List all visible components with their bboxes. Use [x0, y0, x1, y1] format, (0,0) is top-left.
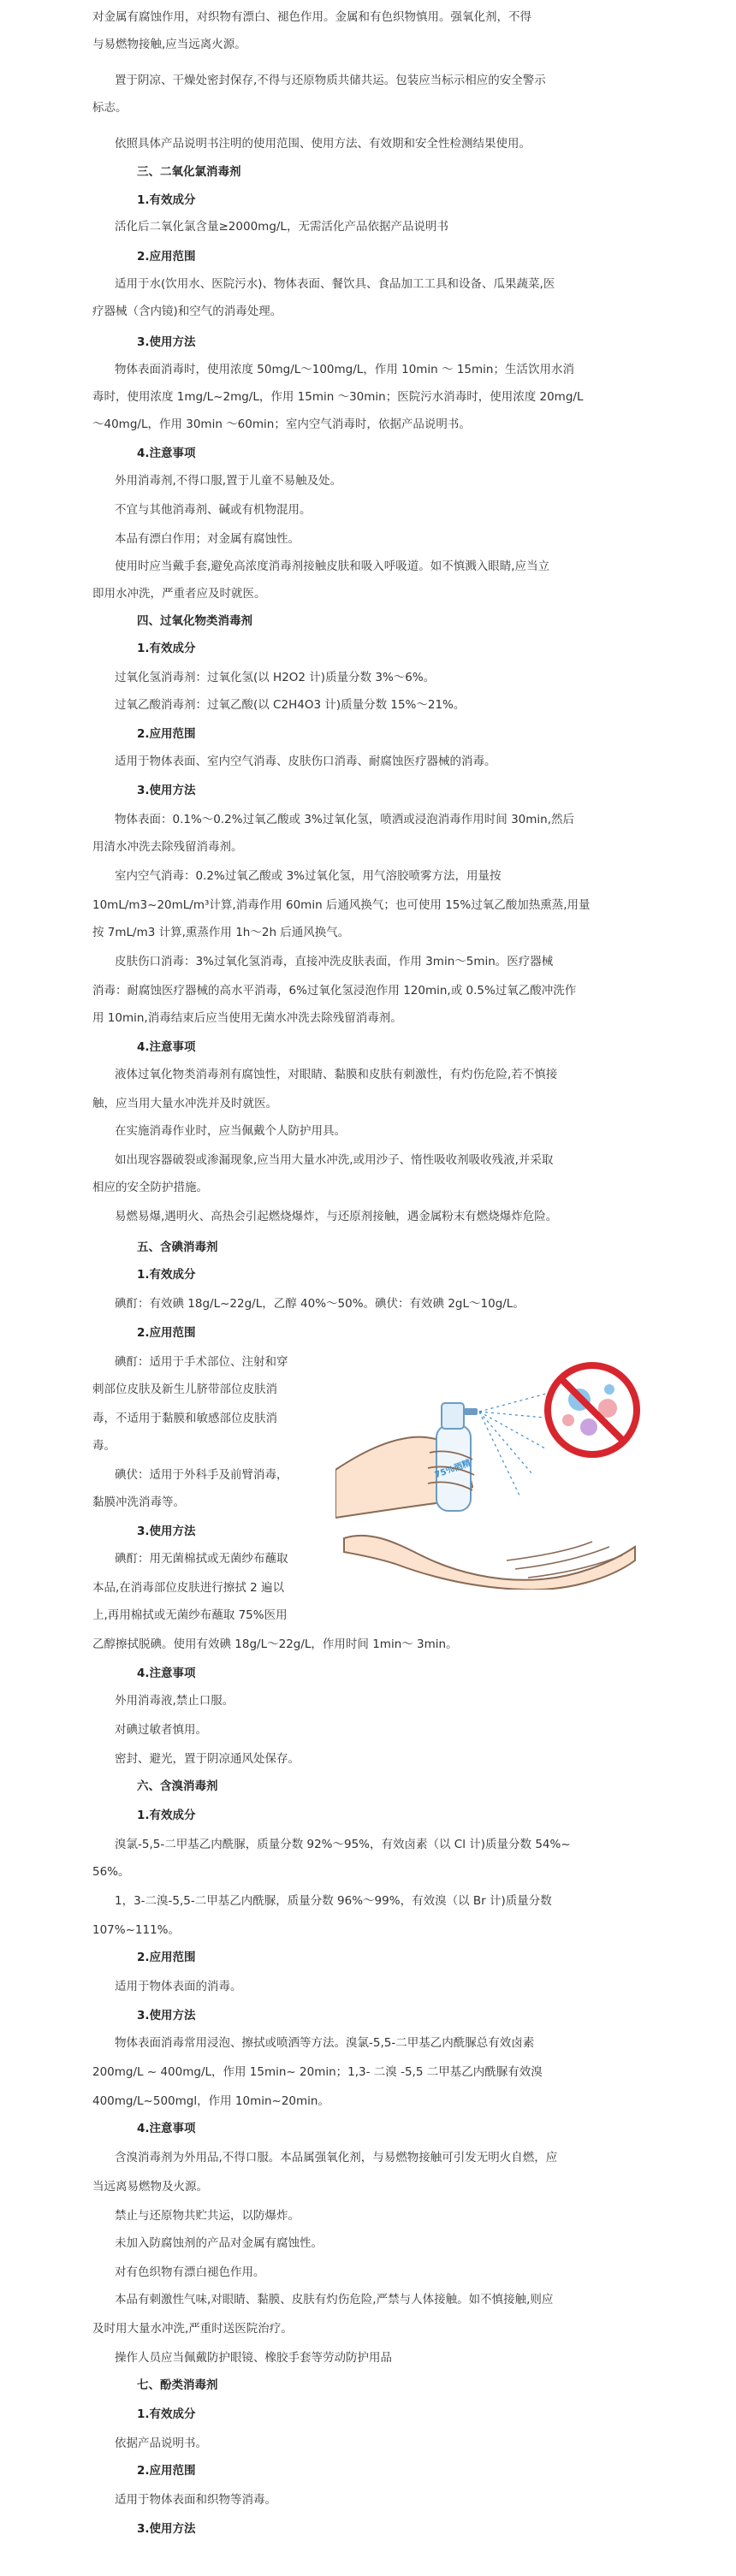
paragraph-line: 1，3-二溴-5,5-二甲基乙内酰脲，质量分数 96%～99%，有效溴（以 Br 计)质量分数	[115, 1894, 552, 1908]
paragraph-line: 使用时应当戴手套,避免高浓度消毒剂接触皮肤和吸入呼吸道。如不慎溅入眼睛,应当立	[115, 560, 550, 573]
paragraph-line: 禁止与还原物共贮共运，以防爆炸。	[115, 2209, 300, 2223]
paragraph-line: 与易燃物接触,应当远离火源。	[92, 38, 246, 51]
paragraph-line: 液体过氧化物类消毒剂有腐蚀性，对眼睛、黏膜和皮肤有刺激性，有灼伤危险,若不慎接	[115, 1068, 558, 1081]
paragraph-line: 及时用大量水冲洗,严重时送医院治疗。	[92, 2322, 293, 2336]
paragraph-line: 依照具体产品说明书注明的使用范围、使用方法、有效期和安全性检测结果使用。	[115, 137, 531, 151]
paragraph-line: 107%~111%。	[92, 1923, 181, 1937]
section-heading: 七、酚类消毒剂	[137, 2378, 218, 2392]
paragraph-line: 触，应当用大量水冲洗并及时就医。	[92, 1097, 277, 1110]
paragraph-line: 10mL/m3~20mL/m³计算,消毒作用 60min 后通风换气；也可使用 15%过氧乙酸加热熏蒸,用量	[92, 898, 591, 912]
section-heading: 2.应用范围	[137, 250, 196, 264]
paragraph-line: 密封、避光，置于阴凉通风处保存。	[115, 1752, 300, 1766]
paragraph-line: 对碘过敏者慎用。	[115, 1723, 207, 1737]
paragraph-line: 碘伏：适用于外科手及前臂消毒，	[115, 1468, 288, 1482]
section-heading: 1.有效成分	[137, 642, 196, 655]
paragraph-line: 物体表面：0.1%～0.2%过氧乙酸或 3%过氧化氢，喷洒或浸泡消毒作用时间 30min,然后	[115, 813, 575, 826]
paragraph-line: 在实施消毒作业时，应当佩戴个人防护用具。	[115, 1124, 346, 1138]
section-heading: 2.应用范围	[137, 1326, 196, 1340]
bottle-label: 75%酒精	[433, 1458, 472, 1481]
section-heading: 1.有效成分	[137, 1268, 196, 1282]
section-heading: 4.注意事项	[137, 1040, 196, 1054]
paragraph-line: 依据产品说明书。	[115, 2437, 207, 2450]
paragraph-line: 即用水冲洗，严重者应及时就医。	[92, 587, 266, 601]
paragraph-line: 毒。	[92, 1439, 116, 1453]
paragraph-line: 过氧化氢消毒剂：过氧化氢(以 H2O2 计)质量分数 3%～6%。	[115, 671, 436, 684]
paragraph-line: 本品有刺激性气味,对眼睛、黏膜、皮肤有灼伤危险,严禁与人体接触。如不慎接触,则应	[115, 2293, 554, 2307]
paragraph-line: 对有色织物有漂白褪色作用。	[115, 2265, 265, 2279]
paragraph-line: 物体表面消毒时，使用浓度 50mg/L～100mg/L，作用 10min ～ 15min；生活饮用水消	[115, 363, 574, 376]
nozzle-tip	[464, 1408, 478, 1415]
spray-mist	[479, 1393, 554, 1495]
paragraph-line: 碘酊：适用于手术部位、注射和穿	[115, 1355, 288, 1369]
spray-nozzle	[442, 1403, 464, 1429]
paragraph-line: 用清水冲洗去除残留消毒剂。	[92, 840, 243, 854]
section-heading: 三、二氧化氯消毒剂	[137, 165, 241, 179]
section-heading: 3.使用方法	[137, 1525, 196, 1538]
section-heading: 1.有效成分	[137, 2407, 196, 2421]
hand-sanitizer-spray-illustration	[335, 1359, 644, 1590]
paragraph-line: 外用消毒液,禁止口服。	[115, 1694, 234, 1708]
section-heading: 2.应用范围	[137, 727, 196, 741]
paragraph-line: 活化后二氧化氯含量≥2000mg/L，无需活化产品依据产品说明书	[115, 220, 448, 234]
paragraph-line: 对金属有腐蚀作用，对织物有漂白、褪色作用。金属和有色织物慎用。强氧化剂，不得	[92, 10, 531, 24]
paragraph-line: 碘酊：用无菌棉拭或无菌纱布蘸取	[115, 1552, 288, 1566]
paragraph-line: 400mg/L~500mgl，作用 10min~20min。	[92, 2094, 329, 2108]
paragraph-line: 毒，不适用于黏膜和敏感部位皮肤消	[92, 1412, 277, 1425]
paragraph-line: 本品,在消毒部位皮肤进行擦拭 2 遍以	[92, 1581, 284, 1595]
paragraph-line: 200mg/L ~ 400mg/L，作用 15min~ 20min；1,3- 二溴 -5,5 二甲基乙内酰脲有效溴	[92, 2065, 543, 2079]
paragraph-line: ～40mg/L，作用 30min ～60min；室内空气消毒时，依据产品说明书。	[92, 417, 471, 431]
paragraph-line: 碘酊：有效碘 18g/L~22g/L，乙醇 40%～50%。碘伏：有效碘 2gL～10g/L。	[115, 1297, 525, 1311]
paragraph-line: 消毒：耐腐蚀医疗器械的高水平消毒，6%过氧化氢浸泡作用 120min,或 0.5%过氧乙酸冲洗作	[92, 984, 577, 998]
paragraph-line: 适用于物体表面的消毒。	[115, 1980, 242, 1993]
section-heading: 1.有效成分	[137, 1809, 196, 1822]
paragraph-line: 56%。	[92, 1865, 130, 1879]
paragraph-line: 室内空气消毒：0.2%过氧乙酸或 3%过氧化氢，用气溶胶喷雾方法，用量按	[115, 869, 502, 883]
lower-hand-shape	[344, 1536, 635, 1590]
paragraph-line: 按 7mL/m3 计算,熏蒸作用 1h～2h 后通风换气。	[92, 926, 350, 939]
section-heading: 4.注意事项	[137, 447, 196, 460]
section-heading: 2.应用范围	[137, 1951, 196, 1964]
section-heading: 3.使用方法	[137, 2009, 196, 2022]
paragraph-line: 用 10min,消毒结束后应当使用无菌水冲洗去除残留消毒剂。	[92, 1011, 402, 1025]
paragraph-line: 操作人员应当佩戴防护眼镜、橡胶手套等劳动防护用品	[115, 2351, 392, 2365]
paragraph-line: 皮肤伤口消毒：3%过氧化氢消毒，直接冲洗皮肤表面，作用 3min～5min。医疗器械	[115, 955, 554, 968]
paragraph-line: 适用于物体表面和织物等消毒。	[115, 2493, 276, 2507]
paragraph-line: 置于阴凉、干燥处密封保存,不得与还原物质共储共运。包装应当标示相应的安全警示	[115, 74, 546, 87]
paragraph-line: 含溴消毒剂为外用品,不得口服。本品属强氧化剂，与易燃物接触可引发无明火自燃，应	[115, 2151, 558, 2164]
section-heading: 3.使用方法	[137, 335, 196, 349]
paragraph-line: 适用于水(饮用水、医院污水)、物体表面、餐饮具、食品加工工具和设备、瓜果蔬菜,医	[115, 277, 555, 291]
section-heading: 六、含溴消毒剂	[137, 1780, 218, 1793]
paragraph-line: 适用于物体表面、室内空气消毒、皮肤伤口消毒、耐腐蚀医疗器械的消毒。	[115, 755, 496, 768]
paragraph-line: 上,再用棉拭或无菌纱布蘸取 75%医用	[92, 1608, 288, 1622]
paragraph-line: 疗器械（含内镜)和空气的消毒处理。	[92, 305, 282, 318]
paragraph-line: 刺部位皮肤及新生儿脐带部位皮肤消	[92, 1383, 277, 1396]
paragraph-line: 乙醇擦拭脱碘。使用有效碘 18g/L～22g/L，作用时间 1min～ 3min。	[92, 1637, 458, 1651]
paragraph-line: 相应的安全防护措施。	[92, 1181, 208, 1194]
section-heading: 3.使用方法	[137, 784, 196, 797]
paragraph-line: 如出现容器破裂或渗漏现象,应当用大量水冲洗,或用沙子、惰性吸收剂吸收残液,并采取	[115, 1153, 554, 1167]
no-germs-icon	[548, 1365, 637, 1454]
paragraph-line: 物体表面消毒常用浸泡、擦拭或喷洒等方法。溴氯-5,5-二甲基乙内酰脲总有效卤素	[115, 2036, 535, 2050]
paragraph-line: 黏膜冲洗消毒等。	[92, 1495, 185, 1509]
paragraph-line: 未加入防腐蚀剂的产品对金属有腐蚀性。	[115, 2236, 323, 2250]
paragraph-line: 当远离易燃物及火源。	[92, 2180, 208, 2194]
paragraph-line: 过氧乙酸消毒剂：过氧乙酸(以 C2H4O3 计)质量分数 15%～21%。	[115, 698, 466, 712]
paragraph-line: 溴氯-5,5-二甲基乙内酰脲，质量分数 92%～95%，有效卤素（以 Cl 计)质量分数 54%~	[115, 1838, 571, 1851]
section-heading: 4.注意事项	[137, 2122, 196, 2135]
paragraph-line: 毒时，使用浓度 1mg/L~2mg/L，作用 15min ～30min；医院污水消毒时，使用浓度 20mg/L	[92, 390, 584, 404]
paragraph-line: 标志。	[92, 101, 128, 115]
section-heading: 3.使用方法	[137, 2522, 196, 2536]
paragraph-line: 不宜与其他消毒剂、碱或有机物混用。	[115, 503, 312, 517]
paragraph-line: 本品有漂白作用；对金属有腐蚀性。	[115, 532, 300, 546]
section-heading: 2.应用范围	[137, 2464, 196, 2478]
section-heading: 4.注意事项	[137, 1667, 196, 1680]
paragraph-line: 外用消毒剂,不得口服,置于儿童不易触及处。	[115, 474, 342, 488]
section-heading: 1.有效成分	[137, 193, 196, 207]
paragraph-line: 易燃易爆,遇明火、高热会引起燃烧爆炸，与还原剂接触，遇金属粉末有燃烧爆炸危险。	[115, 1210, 558, 1223]
section-heading: 五、含碘消毒剂	[137, 1241, 218, 1254]
section-heading: 四、过氧化物类消毒剂	[137, 614, 252, 628]
